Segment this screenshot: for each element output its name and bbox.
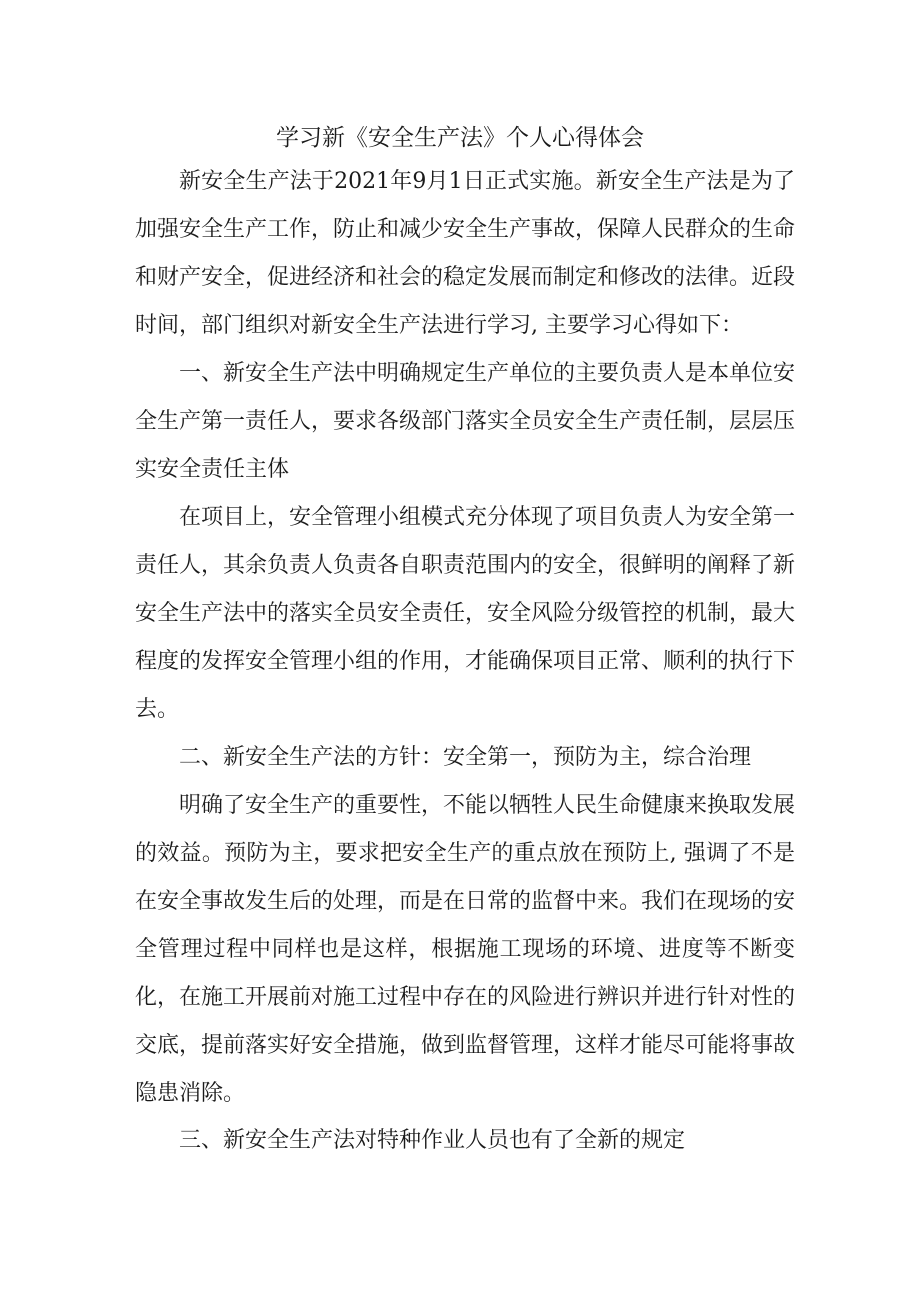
paragraph-intro: 新安全生产法于2021年9月1日正式实施。新安全生产法是为了加强安全生产工作，防止和减少安全生产事故，保障人民群众的生命和财产安全，促进经济和社会的稳定发展而制定和修改的法律。近段时间，部门组织对新安全生产法进行学习, 主要学习心得如下：: [135, 169, 796, 338]
section-heading-2: 二、新安全生产法的方针：安全第一，预防为主，综合治理: [179, 745, 752, 770]
section-heading-1: 一、新安全生产法中明确规定生产单位的主要负责人是本单位安全生产第一责任人，要求各级部门落实全员安全生产责任制，层层压实安全责任主体: [135, 361, 796, 482]
paragraph-section-1: 在项目上，安全管理小组模式充分体现了项目负责人为安全第一责任人，其余负责人负责各自职责范围内的安全，很鲜明的阐释了新安全生产法中的落实全员安全责任，安全风险分级管控的机制，最大程度的发挥安全管理小组的作用，才能确保项目正常、顺利的执行下去。: [135, 505, 796, 722]
paragraph-section-2: 明确了安全生产的重要性，不能以牺牲人民生命健康来换取发展的效益。预防为主，要求把安全生产的重点放在预防上, 强调了不是在安全事故发生后的处理，而是在日常的监督中来。我们在现场的安全管理过程中同样也是这样，根据施工现场的环境、进度等不断变化，在施工开展前对施工过程中存在的风险进行辨识并进行针对性的交底，提前落实好安全措施，做到监督管理，这样才能尽可能将事故隐患消除。: [135, 793, 796, 1106]
section-heading-3: 三、新安全生产法对特种作业人员也有了全新的规定: [179, 1128, 686, 1153]
document-title: 学习新《安全生产法》个人心得体会: [276, 125, 644, 151]
